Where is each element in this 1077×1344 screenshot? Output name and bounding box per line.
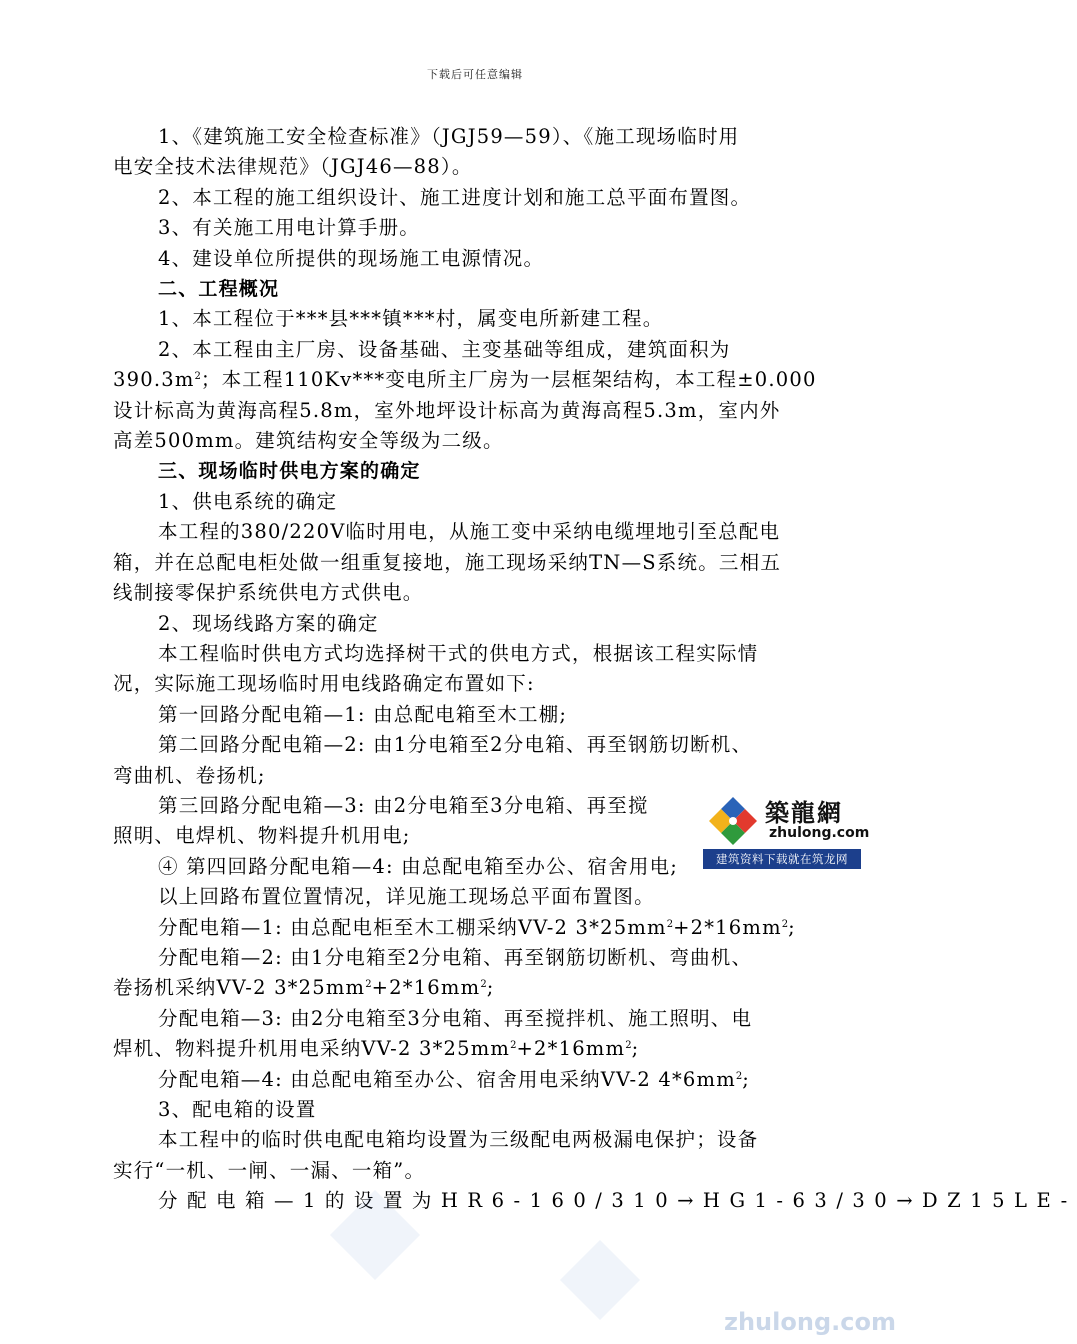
text-line: 照明、电焊机、物料提升机用电; bbox=[113, 824, 411, 848]
background-watermark-icon bbox=[330, 1190, 420, 1280]
document-body bbox=[113, 122, 1077, 1217]
text-line: 第三回路分配电箱—3: 由2分电箱至3分电箱、再至搅 bbox=[158, 793, 649, 817]
logo-name: 築龍網 bbox=[765, 799, 843, 827]
section-heading: 三、现场临时供电方案的确定 bbox=[158, 460, 421, 483]
text-line: 2、本工程的施工组织设计、施工进度计划和施工总平面布置图。 bbox=[158, 185, 752, 209]
text-line: 2、现场线路方案的确定 bbox=[158, 611, 379, 635]
text-line: 分配电箱—2: 由1分电箱至2分电箱、再至钢筋切断机、弯曲机、 bbox=[158, 945, 753, 969]
text-line: 线制接零保护系统供电方式供电。 bbox=[113, 581, 424, 605]
zhulong-logo[interactable] bbox=[703, 787, 870, 871]
text-line: 高差500mm。建筑结构安全等级为二级。 bbox=[113, 429, 504, 453]
text-line: 本工程临时供电方式均选择树干式的供电方式，根据该工程实际情 bbox=[158, 641, 759, 665]
text-line: 实行“一机、一闸、一漏、一箱”。 bbox=[113, 1158, 426, 1182]
text-line: 本工程的380/220V临时用电，从施工变中采纳电缆埋地引至总配电 bbox=[158, 520, 781, 544]
text-line: 1、《建筑施工安全检查标准》（JGJ59—59）、《施工现场临时用 bbox=[158, 125, 740, 148]
text-line: ④ 第四回路分配电箱—4: 由总配电箱至办公、宿舍用电; bbox=[158, 854, 679, 878]
text-line: 3、配电箱的设置 bbox=[158, 1098, 317, 1121]
text-line: 2、本工程由主厂房、设备基础、主变基础等组成，建筑面积为 bbox=[158, 337, 731, 361]
logo-domain: zhulong.com bbox=[769, 825, 870, 841]
header-note: 下载后可任意编辑 bbox=[427, 68, 523, 81]
text-line: 分配电箱—1的设置为HR6-160/310→HG1-63/30→DZ15LE- bbox=[158, 1189, 1077, 1213]
section-heading: 二、工程概况 bbox=[158, 278, 280, 301]
text-line: 4、建设单位所提供的现场施工电源情况。 bbox=[158, 246, 545, 270]
text-line: 设计标高为黄海高程5.8m，室外地坪设计标高为黄海高程5.3m，室内外 bbox=[113, 398, 781, 422]
text-line: 卷扬机采纳VV-2 $3*25mm^2+2*16mm^2$; bbox=[113, 976, 495, 1000]
text-line: 第二回路分配电箱—2: 由1分电箱至2分电箱、再至钢筋切断机、 bbox=[158, 733, 753, 757]
text-line: 1、本工程位于***县***镇***村，属变电所新建工程。 bbox=[158, 307, 664, 331]
text-line: 第一回路分配电箱—1: 由总配电箱至木工棚; bbox=[158, 702, 568, 726]
text-line: 3、有关施工用电计算手册。 bbox=[158, 216, 421, 240]
text-line: 本工程中的临时供电配电箱均设置为三级配电两极漏电保护；设备 bbox=[158, 1128, 759, 1152]
text-line: 箱，并在总配电柜处做一组重复接地，施工现场采纳TN—S系统。三相五 bbox=[113, 550, 782, 574]
footer-watermark: zhulong.com bbox=[724, 1308, 896, 1336]
text-line: 电安全技术法律规范》（JGJ46—88）。 bbox=[113, 155, 473, 179]
text-line: 1、供电系统的确定 bbox=[158, 489, 338, 513]
text-line: 况，实际施工现场临时用电线路确定布置如下: bbox=[113, 672, 535, 696]
text-line: 分配电箱—1: 由总配电柜至木工棚采纳VV-2 $3*25mm^2+2*16mm^2$; bbox=[158, 915, 796, 939]
text-line: 焊机、物料提升机用电采纳VV-2 $3*25mm^2+2*16mm^2$; bbox=[113, 1037, 640, 1061]
zhulong-diamond-icon bbox=[707, 795, 759, 847]
text-line: $390.3m^2$；本工程110Kv***变电所主厂房为一层框架结构，本工程±0.000 bbox=[113, 368, 817, 392]
text-line: 分配电箱—4: 由总配电箱至办公、宿舍用电采纳VV-2 $4*6mm^2$; bbox=[158, 1067, 751, 1091]
text-line: 分配电箱—3: 由2分电箱至3分电箱、再至搅拌机、施工照明、电 bbox=[158, 1006, 753, 1030]
text-line: 弯曲机、卷扬机; bbox=[113, 763, 266, 787]
background-watermark-icon bbox=[560, 1240, 640, 1320]
logo-slogan: 建筑资料下载就在筑龙网 bbox=[703, 849, 861, 869]
text-line: 以上回路布置位置情况，详见施工现场总平面布置图。 bbox=[158, 885, 655, 909]
